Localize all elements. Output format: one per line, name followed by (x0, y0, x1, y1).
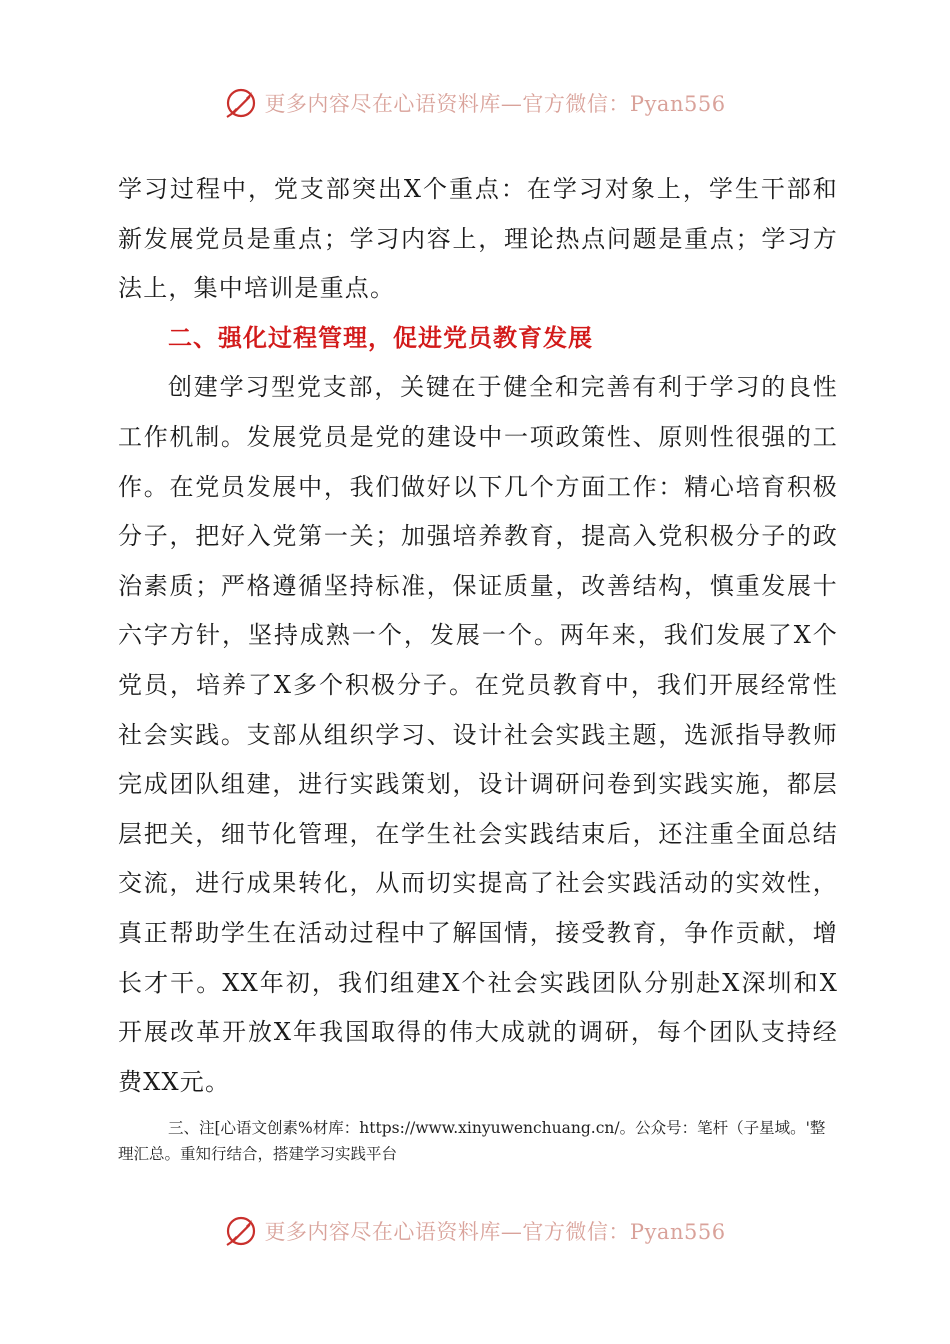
paragraph-1: 学习过程中，党支部突出X个重点：在学习对象上，学生干部和新发展党员是重点；学习内容上，理论热点问题是重点；学习方法上，集中培训是重点。 (118, 175, 838, 303)
quill-pen-logo-icon (224, 86, 258, 120)
section-heading: 二、强化过程管理，促进党员教育发展 (168, 323, 593, 352)
source-note: 三、注[心语文创素%材库：https://www.xinyuwenchuang.cn/。公众号：笔杆（子星域。'整理汇总。重知行结合，搭建学习实践平台 (118, 1119, 826, 1164)
footer-banner (0, 1206, 950, 1256)
document-body (118, 165, 838, 1167)
header-banner (0, 78, 950, 128)
header-banner-text: 更多内容尽在心语资料库—官方微信：Pyan556 (264, 92, 726, 116)
paragraph-2: 创建学习型党支部，关键在于健全和完善有利于学习的良性工作机制。发展党员是党的建设中一项政策性、原则性很强的工作。在党员发展中，我们做好以下几个方面工作：精心培育积极分子，把好入党第一关；加强培养教育，提高入党积极分子的政治素质；严格遵循坚持标准，保证质量，改善结构，慎重发展十六字方针，坚持成熟一个，发展一个。两年来，我们发展了X个党员，培养了X多个积极分子。在党员教育中，我们开展经常性社会实践。支部从组织学习、设计社会实践主题，选派指导教师完成团队组建，进行实践策划，设计调研问卷到实践实施，都层层把关，细节化管理，在学生社会实践结束后，还注重全面总结交流，进行成果转化，从而切实提高了社会实践活动的实效性，真正帮助学生在活动过程中了解国情，接受教育，争作贡献，增长才干。XX年初，我们组建X个社会实践团队分别赴X深圳和X开展改革开放X年我国取得的伟大成就的调研，每个团队支持经费XX元。 (118, 373, 838, 1096)
footer-banner-text: 更多内容尽在心语资料库—官方微信：Pyan556 (264, 1220, 726, 1244)
quill-pen-logo-icon (224, 1214, 258, 1248)
